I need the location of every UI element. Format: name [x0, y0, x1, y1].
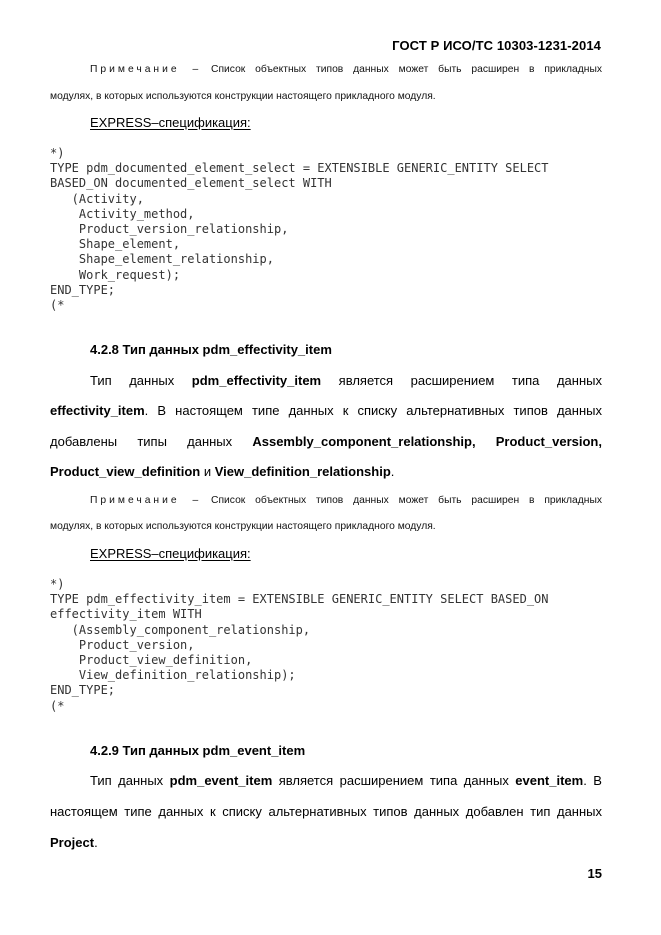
- word: данных: [129, 373, 175, 388]
- text: . В настоящем типе данных к списку альтернативных типов данных: [144, 403, 602, 418]
- note-2-label: Примечание –: [90, 495, 202, 506]
- word: Тип: [90, 373, 112, 388]
- note-1-text: Список объектных типов данных может быть расширен в прикладных: [211, 64, 602, 75]
- express-code-block-2: *) TYPE pdm_effectivity_item = EXTENSIBLE GENERIC_ENTITY SELECT BASED_ON effectivity_item WITH (Assembly_component_relationship, Product_version, Product_view_definition, View_definition_relationship); END_TYPE; (*: [50, 577, 549, 713]
- term-project: Project: [50, 835, 95, 850]
- word: типы: [137, 434, 167, 449]
- document-header: ГОСТ Р ИСО/ТС 10303-1231-2014: [392, 38, 601, 53]
- express-code-block-1: *) TYPE pdm_documented_element_select = EXTENSIBLE GENERIC_ENTITY SELECT BASED_ON documented_element_select WITH (Activity, Activity_method, Product_version_relationship, Shape_element, Shape_element_relationship, Work_request); END_TYPE; (*: [50, 146, 549, 313]
- term-pdm-effectivity-item: pdm_effectivity_item: [191, 373, 322, 388]
- section-4-2-9-title: 4.2.9 Тип данных pdm_event_item: [90, 743, 306, 758]
- section-4-2-8-para-line-4: [50, 464, 394, 479]
- text: . В: [583, 773, 602, 788]
- section-4-2-9-para-line-3: [50, 835, 98, 850]
- word: данных: [187, 434, 233, 449]
- word: данных: [556, 373, 602, 388]
- word: типа: [511, 373, 540, 388]
- express-spec-label-1: EXPRESS–спецификация:: [90, 115, 251, 130]
- section-4-2-8-title: 4.2.8 Тип данных pdm_effectivity_item: [90, 342, 332, 357]
- term-event-item: event_item: [515, 773, 584, 788]
- word: расширением: [410, 373, 495, 388]
- section-4-2-8-para-line-3: [50, 434, 602, 449]
- term-pdm-event-item: pdm_event_item: [169, 773, 273, 788]
- term-view-definition-relationship: View_definition_relationship: [214, 464, 391, 479]
- word: добавлены: [50, 434, 118, 449]
- express-spec-label-2: EXPRESS–спецификация:: [90, 546, 251, 561]
- text: и: [200, 464, 215, 479]
- section-4-2-8-para-line-1: [50, 373, 602, 388]
- note-1-label: Примечание –: [90, 64, 202, 75]
- text: .: [390, 464, 395, 479]
- section-4-2-9-para-line-2: настоящем типе данных к списку альтернативных типов данных добавлен тип данных: [50, 804, 602, 819]
- note-1-line-2: модулях, в которых используются конструкции настоящего прикладного модуля.: [50, 91, 436, 102]
- section-4-2-9-para-line-1: [50, 773, 602, 788]
- term-product-view-definition: Product_view_definition: [50, 464, 201, 479]
- term-assembly-component-relationship: Assembly_component_relationship,: [252, 434, 476, 449]
- page-number: 15: [587, 866, 602, 881]
- term-product-version: Product_version,: [495, 434, 602, 449]
- section-4-2-8-para-line-2: [50, 403, 602, 418]
- note-2-line-1: [50, 495, 602, 506]
- note-2-text: Список объектных типов данных может быть расширен в прикладных: [211, 495, 602, 506]
- note-2-line-2: модулях, в которых используются конструкции настоящего прикладного модуля.: [50, 521, 436, 532]
- text: Тип данных: [90, 773, 170, 788]
- word: является: [338, 373, 394, 388]
- text: является расширением типа данных: [272, 773, 516, 788]
- term-effectivity-item: effectivity_item: [50, 403, 145, 418]
- note-1-line-1: [50, 64, 602, 75]
- text: .: [94, 835, 98, 850]
